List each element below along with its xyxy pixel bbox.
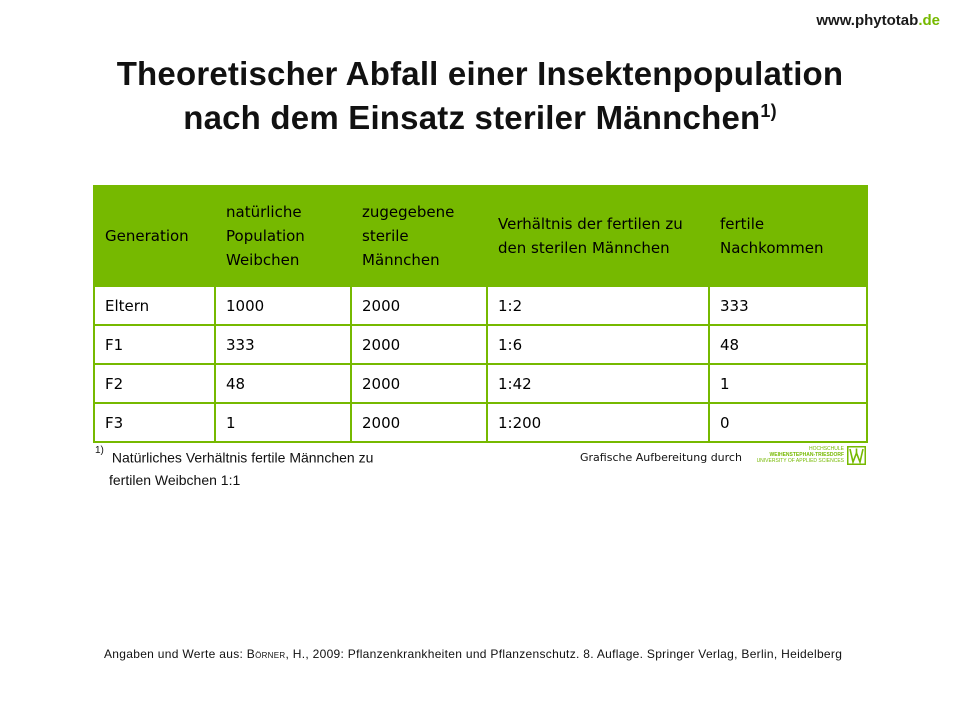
table-cell: 2000 xyxy=(351,325,487,364)
title-line-1: Theoretischer Abfall einer Insektenpopulation xyxy=(116,55,844,92)
footnote-line-1: Natürliches Verhältnis fertile Männchen zu xyxy=(111,449,374,466)
table-cell: 2000 xyxy=(351,286,487,325)
site-url-domain: .de xyxy=(918,12,940,29)
table-row xyxy=(94,364,867,403)
header-fertile-offspring: fertile Nachkommen xyxy=(709,186,867,286)
table-cell: 1:6 xyxy=(487,325,709,364)
logo-text-2: WEIHENSTEPHAN-TRIESDORF xyxy=(769,452,844,458)
table-cell: 333 xyxy=(215,325,351,364)
table-cell: 1 xyxy=(709,364,867,403)
table-cell: 1000 xyxy=(215,286,351,325)
table-cell: F2 xyxy=(94,364,215,403)
table-cell: 333 xyxy=(709,286,867,325)
title-footnote-mark: 1) xyxy=(760,101,777,121)
university-logo xyxy=(752,446,866,466)
header-ratio: Verhältnis der fertilen zu den sterilen Männchen xyxy=(487,186,709,286)
source-rest: , H., 2009: Pflanzenkrankheiten und Pflanzenschutz. 8. Auflage. Springer Verlag, Berlin, Heidelberg xyxy=(285,647,843,661)
table-cell: 1:2 xyxy=(487,286,709,325)
table-cell: 1 xyxy=(215,403,351,442)
source-citation xyxy=(104,644,884,664)
source-author: Börner xyxy=(246,647,286,661)
table-cell: 1:200 xyxy=(487,403,709,442)
logo-text-1: HOCHSCHULE xyxy=(808,446,844,452)
table-cell: Eltern xyxy=(94,286,215,325)
header-generation: Generation xyxy=(94,186,215,286)
title-line-2-text: nach dem Einsatz steriler Männchen xyxy=(183,99,761,136)
table-header-row xyxy=(94,186,867,286)
footnote xyxy=(95,444,373,491)
table-row xyxy=(94,403,867,442)
header-natural-population: natürliche Population Weibchen xyxy=(215,186,351,286)
table-row xyxy=(94,325,867,364)
table-row xyxy=(94,286,867,325)
title-line-2 xyxy=(40,96,920,140)
header-added-sterile-males: zugegebene sterile Männchen xyxy=(351,186,487,286)
table-cell: 48 xyxy=(709,325,867,364)
site-url-prefix: www.phytotab xyxy=(816,12,919,29)
table-cell: 2000 xyxy=(351,403,487,442)
table-cell: 1:42 xyxy=(487,364,709,403)
table-cell: F1 xyxy=(94,325,215,364)
footnote-line-2: fertilen Weibchen 1:1 xyxy=(109,471,241,488)
credit-text: Grafische Aufbereitung durch xyxy=(580,451,742,464)
page-title xyxy=(40,52,920,140)
table-cell: F3 xyxy=(94,403,215,442)
table-cell: 2000 xyxy=(351,364,487,403)
logo-text-3: UNIVERSITY OF APPLIED SCIENCES xyxy=(756,458,844,464)
source-prefix: Angaben und Werte aus: xyxy=(104,647,247,661)
site-url[interactable] xyxy=(816,12,940,29)
table-cell: 48 xyxy=(215,364,351,403)
table-cell: 0 xyxy=(709,403,867,442)
university-logo-icon xyxy=(847,446,866,465)
population-table xyxy=(93,185,868,443)
footnote-mark: 1) xyxy=(95,445,104,456)
